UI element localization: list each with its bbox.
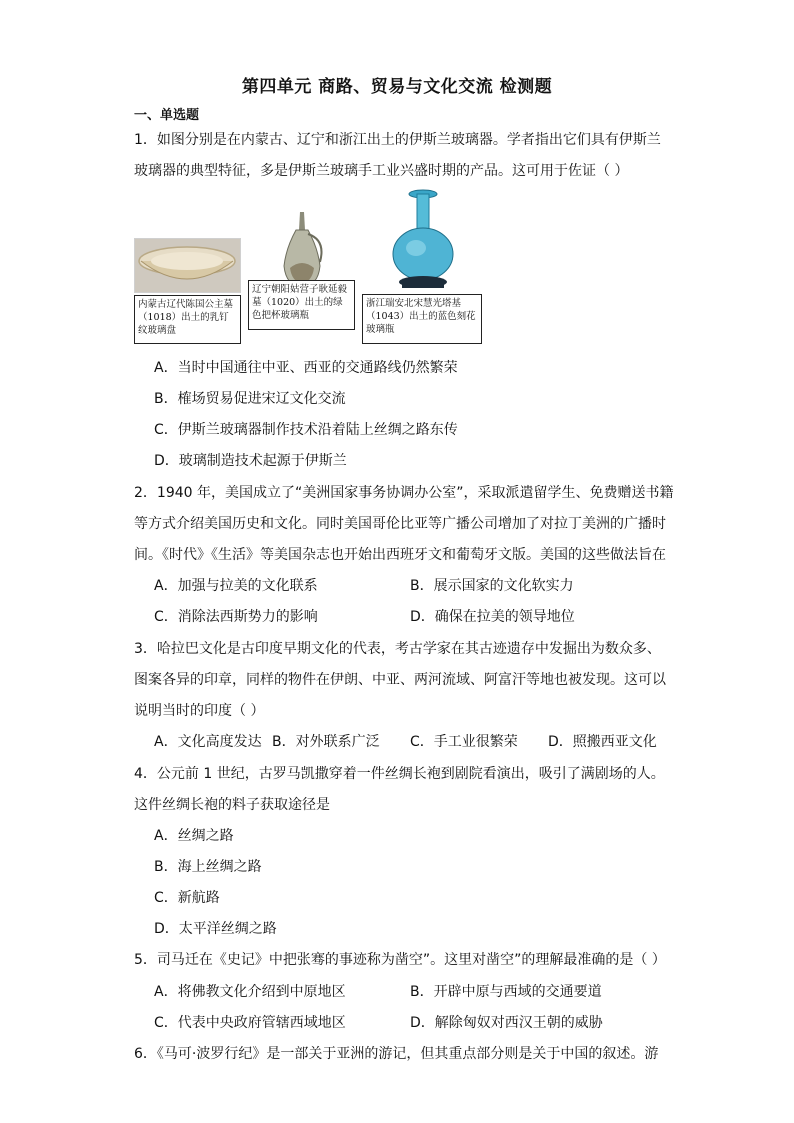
question-4-option-b[interactable]: B．海上丝绸之路 <box>154 859 262 875</box>
figure-1-caption: 内蒙古辽代陈国公主墓（1018）出土的乳钉纹玻璃盘 <box>134 295 241 344</box>
question-1-option-c[interactable]: C．伊斯兰玻璃器制作技术沿着陆上丝绸之路东传 <box>154 422 458 438</box>
question-2-option-d[interactable]: D．确保在拉美的领导地位 <box>410 609 575 625</box>
question-3-line-3: 说明当时的印度（ ） <box>134 703 265 719</box>
question-1-line-1: 1．如图分别是在内蒙古、辽宁和浙江出土的伊斯兰玻璃器。学者指出它们具有伊斯兰 <box>134 132 661 148</box>
blue-glass-bottle-photo <box>380 188 466 292</box>
figure-2-caption: 辽宁朝阳姑营子耿延毅墓（1020）出土的绿色把杯玻璃瓶 <box>248 280 355 330</box>
question-2-line-3: 间。《时代》《生活》等美国杂志也开始出西班牙文和葡萄牙文版。美国的这些做法旨在 <box>134 547 666 563</box>
question-5-option-d[interactable]: D．解除匈奴对西汉王朝的威胁 <box>410 1015 603 1031</box>
question-4-line-2: 这件丝绸长袍的料子获取途径是 <box>134 797 330 813</box>
question-2-line-1: 2．1940 年，美国成立了“美洲国家事务协调办公室”，采取派遣留学生、免费赠送书籍 <box>134 485 674 501</box>
glass-ewer-photo <box>256 208 346 290</box>
question-3-option-d[interactable]: D．照搬西亚文化 <box>548 734 657 750</box>
question-4-option-a[interactable]: A．丝绸之路 <box>154 828 234 844</box>
question-5-option-a[interactable]: A．将佛教文化介绍到中原地区 <box>154 984 346 1000</box>
figure-3-caption: 浙江瑞安北宋慧光塔基（1043）出土的蓝色刻花玻璃瓶 <box>362 294 482 344</box>
question-4-line-1: 4．公元前 1 世纪，古罗马凯撒穿着一件丝绸长袍到剧院看演出，吸引了满剧场的人。 <box>134 766 665 782</box>
glass-plate-photo <box>134 238 241 293</box>
question-2-option-a[interactable]: A．加强与拉美的文化联系 <box>154 578 318 594</box>
section-heading: 一、单选题 <box>134 108 200 123</box>
question-5-option-c[interactable]: C．代表中央政府管辖西域地区 <box>154 1015 346 1031</box>
page-title: 第四单元 商路、贸易与文化交流 检测题 <box>241 77 553 97</box>
question-1-option-b[interactable]: B．榷场贸易促进宋辽文化交流 <box>154 391 346 407</box>
question-2-option-c[interactable]: C．消除法西斯势力的影响 <box>154 609 318 625</box>
question-4-option-c[interactable]: C．新航路 <box>154 890 220 906</box>
question-2-option-b[interactable]: B．展示国家的文化软实力 <box>410 578 574 594</box>
question-3-option-b[interactable]: B．对外联系广泛 <box>272 734 380 750</box>
question-1-figures <box>134 188 494 344</box>
question-1-line-2: 玻璃器的典型特征，多是伊斯兰玻璃手工业兴盛时期的产品。这可用于佐证（ ） <box>134 163 629 179</box>
question-4-option-d[interactable]: D．太平洋丝绸之路 <box>154 921 277 937</box>
figure-glass-plate <box>134 188 241 344</box>
question-3-option-c[interactable]: C．手工业很繁荣 <box>410 734 518 750</box>
question-6-line-1: 6．《马可·波罗行纪》是一部关于亚洲的游记，但其重点部分则是关于中国的叙述。游 <box>134 1046 659 1062</box>
question-3-option-a[interactable]: A．文化高度发达 <box>154 734 262 750</box>
question-5-option-b[interactable]: B．开辟中原与西域的交通要道 <box>410 984 602 1000</box>
question-2-line-2: 等方式介绍美国历史和文化。同时美国哥伦比亚等广播公司增加了对拉丁美洲的广播时 <box>134 516 666 532</box>
figure-glass-ewer <box>248 188 355 344</box>
question-1-option-d[interactable]: D．玻璃制造技术起源于伊斯兰 <box>154 453 347 469</box>
question-1-option-a[interactable]: A．当时中国通往中亚、西亚的交通路线仍然繁荣 <box>154 360 458 376</box>
question-3-line-2: 图案各异的印章，同样的物件在伊朗、中亚、两河流域、阿富汗等地也被发现。这可以 <box>134 672 666 688</box>
figure-blue-bottle <box>362 188 482 344</box>
question-5-line-1: 5．司马迁在《史记》中把张骞的事迹称为凿空”。这里对凿空”的理解最准确的是（ ） <box>134 952 666 968</box>
question-3-line-1: 3．哈拉巴文化是古印度早期文化的代表，考古学家在其古迹遗存中发掘出为数众多、 <box>134 641 661 657</box>
